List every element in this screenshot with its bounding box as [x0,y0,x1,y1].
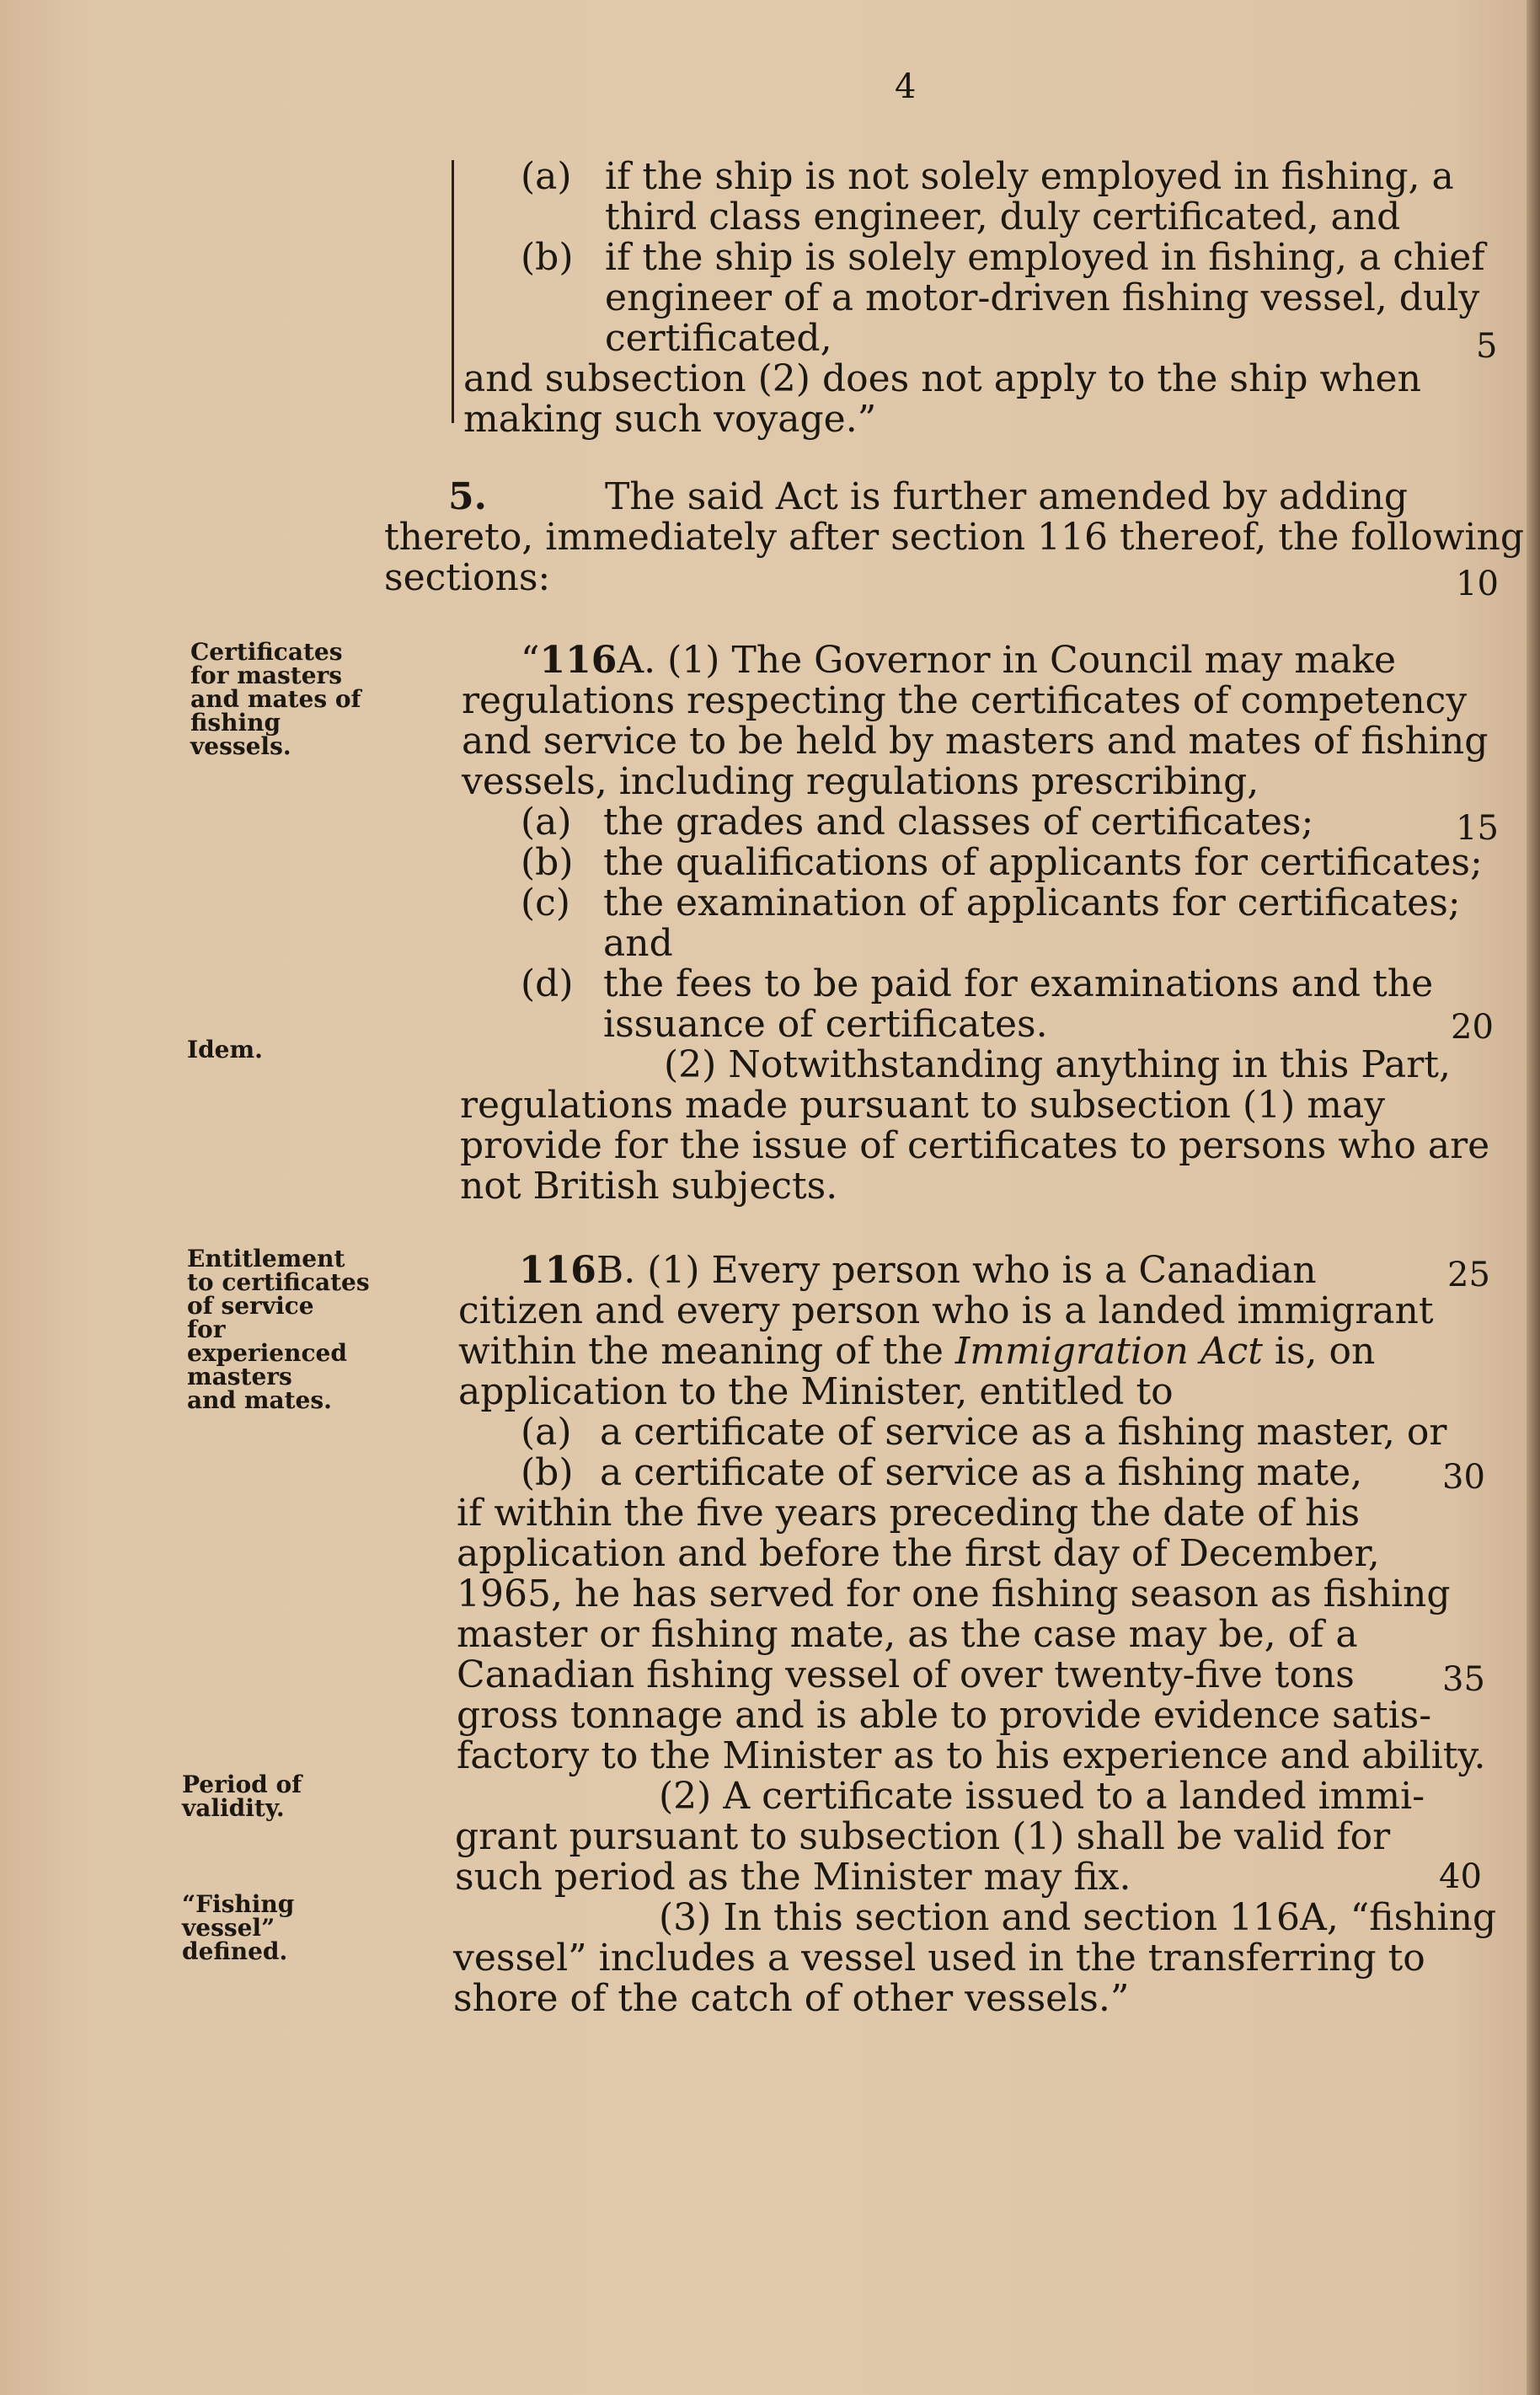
page-number: 4 [895,67,917,106]
line-number: 40 [1439,1857,1482,1896]
s116b-sub2-line: (2) A certificate issued to a landed immi- [659,1775,1425,1818]
line-number: 15 [1456,809,1499,848]
line-number: 20 [1451,1008,1494,1047]
s116b-item-text: a certificate of service as a fishing master, or [600,1411,1447,1454]
closing-line: making such voyage.” [463,398,877,441]
s116b-tail-line: master or fishing mate, as the case may be, of a [457,1613,1358,1656]
s116a-item-label: (a) [521,801,572,844]
item-a-line: if the ship is not solely employed in fishing, a [605,155,1454,198]
s116b-item-label: (b) [521,1451,574,1494]
s116b-sub3-line: shore of the catch of other vessels.” [453,1977,1130,2020]
section5-line: thereto, immediately after section 116 thereof, the following [384,516,1524,559]
section-116b-heading: 116B. (1) Every person who is a Canadian [519,1249,1317,1292]
s116b-item-label: (a) [521,1411,572,1454]
line-number: 5 [1476,327,1498,366]
item-b-line: certificated, [605,317,832,360]
item-b-label: (b) [521,236,574,279]
item-a-label: (a) [521,155,572,198]
s116a-item-label: (b) [521,841,574,884]
act-title: Immigration Act [954,1330,1263,1373]
item-b-line: engineer of a motor-driven fishing vessel, duly [605,276,1480,319]
closing-line: and subsection (2) does not apply to the ship when [463,357,1421,400]
s116b-act-line: within the meaning of the Immigration Act is, on [458,1330,1376,1373]
s116a-line: and service to be held by masters and mates of fishing [462,720,1489,763]
section5-line: sections: [384,556,551,599]
s116a-item-label: (c) [521,881,570,924]
margin-note-idem: Idem. [187,1036,263,1064]
s116b-sub3-first: (3) In this section and section 116A, “fishing [659,1896,1497,1939]
s116a-item-text: the grades and classes of certificates; [603,801,1314,844]
amendment-rule [452,160,454,423]
s116b-item-text: a certificate of service as a fishing mate, [600,1451,1363,1494]
s116a-item-text: and [603,922,673,965]
margin-note-validity: Period of validity. [182,1771,302,1822]
s116a-item-text: the fees to be paid for examinations and the [603,962,1434,1005]
s116a-item-text: issuance of certificates. [603,1003,1048,1046]
s116b-tail-line: gross tonnage and is able to provide evidence satis- [457,1694,1432,1737]
s116a-sub2-line: (2) Notwithstanding anything in this Part, [664,1043,1451,1086]
s116b-tail-line: factory to the Minister as to his experience and ability. [457,1734,1486,1777]
section-number: 5. [448,475,487,518]
s116a-sub2-line: regulations made pursuant to subsection (1) may [460,1084,1386,1127]
s116a-item-label: (d) [521,962,574,1005]
s116b-sub3-line: vessel” includes a vessel used in the transferring to [453,1937,1425,1980]
page-edge-shadow [1527,0,1540,2395]
margin-note-fishing-vessel: “Fishing vessel” defined. [182,1890,295,1965]
s116b-tail-line: if within the five years preceding the date of his [457,1492,1361,1535]
s116a-line: regulations respecting the certificates of competency [462,679,1468,722]
margin-note-entitlement: Entitlement to certificates of service for experienced masters and mates. [187,1245,370,1414]
s116b-sub2-line: grant pursuant to subsection (1) shall be valid for [455,1815,1391,1858]
line-number: 30 [1442,1458,1485,1497]
s116a-line: vessels, including regulations prescribing, [462,760,1259,803]
s116b-tail-line: 1965, he has served for one fishing season as fishing [457,1573,1451,1615]
s116b-sub2-line: such period as the Minister may fix. [455,1856,1131,1899]
s116b-line: application to the Minister, entitled to [458,1370,1174,1413]
s116a-item-text: the examination of applicants for certificates; [603,881,1461,924]
line-number: 25 [1447,1256,1490,1294]
line-number: 35 [1442,1660,1485,1699]
item-b-line: if the ship is solely employed in fishing, a chief [605,236,1485,279]
s116b-tail-line: Canadian fishing vessel of over twenty-five tons [457,1653,1355,1696]
section5-line: The said Act is further amended by adding [605,475,1409,518]
item-a-line: third class engineer, duly certificated, and [605,196,1401,238]
s116a-item-text: the qualifications of applicants for certificates; [603,841,1483,884]
section-116a-heading: “116A. (1) The Governor in Council may make [521,639,1397,682]
s116b-line: citizen and every person who is a landed immigrant [458,1289,1434,1332]
s116b-tail-line: application and before the first day of December, [457,1532,1380,1575]
s116a-sub2-line: provide for the issue of certificates to persons who are [460,1124,1490,1167]
line-number: 10 [1456,565,1499,603]
s116a-sub2-line: not British subjects. [460,1165,838,1208]
margin-note-certificates: Certificates for masters and mates of fishing vessels. [190,638,361,760]
